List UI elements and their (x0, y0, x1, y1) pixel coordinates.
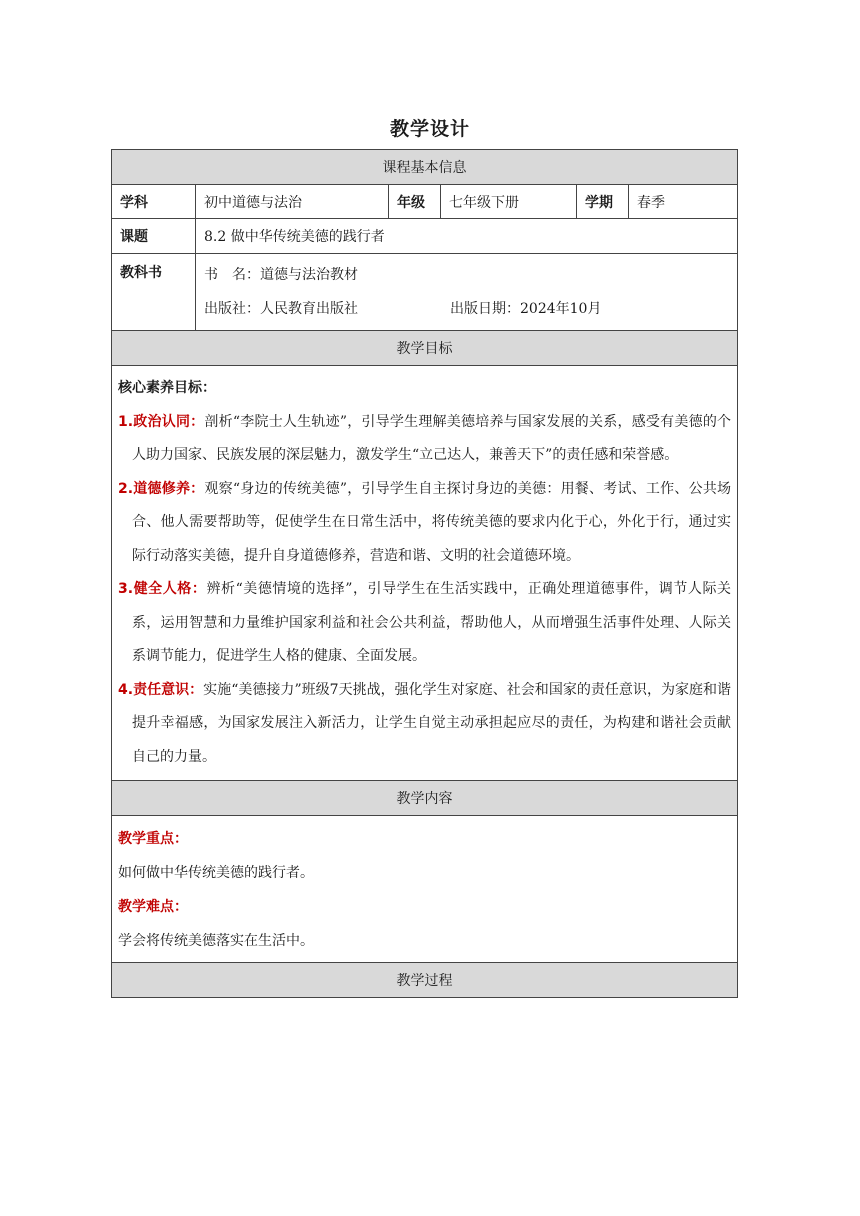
section-header-process: 教学过程 (112, 963, 738, 998)
grade-label: 年级 (389, 185, 441, 219)
subject-label: 学科 (112, 185, 196, 219)
goals-row (112, 366, 738, 781)
subject-row (112, 185, 738, 219)
goal-heading: 4.责任意识： (118, 681, 204, 698)
section-header-basic-info: 课程基本信息 (112, 150, 738, 185)
grade-value: 七年级下册 (441, 185, 577, 219)
term-value: 春季 (629, 185, 738, 219)
goals-header-row (112, 331, 738, 366)
textbook-info (196, 254, 738, 331)
key-point-title: 教学重点： (118, 831, 188, 847)
term-label: 学期 (577, 185, 629, 219)
basic-info-header-row (112, 150, 738, 185)
goal-item (118, 573, 731, 674)
publish-date: 出版日期：2024年10月 (450, 301, 602, 317)
core-literacy-title: 核心素养目标： (118, 380, 216, 396)
section-header-goals: 教学目标 (112, 331, 738, 366)
topic-label: 课题 (112, 219, 196, 254)
content-header-row (112, 781, 738, 816)
goals-cell (112, 366, 738, 781)
section-header-content: 教学内容 (112, 781, 738, 816)
topic-row (112, 219, 738, 254)
difficulty-title: 教学难点： (118, 899, 188, 915)
publisher: 出版社：人民教育出版社 (204, 301, 358, 317)
topic-value: 8.2 做中华传统美德的践行者 (196, 219, 738, 254)
process-header-row (112, 963, 738, 998)
textbook-row (112, 254, 738, 331)
content-cell (112, 816, 738, 963)
goal-heading: 2.道德修养： (118, 480, 205, 497)
lesson-plan-table (111, 149, 738, 998)
key-point-text: 如何做中华传统美德的践行者。 (118, 865, 314, 881)
goal-item (118, 473, 731, 574)
subject-value: 初中道德与法治 (196, 185, 389, 219)
textbook-label: 教科书 (112, 254, 196, 331)
document-title: 教学设计 (389, 118, 470, 140)
goal-text: 辨析“美德情境的选择”，引导学生在生活实践中，正确处理道德事件，调节人际关系，运用智慧和力量维护国家利益和社会公共利益，帮助他人，从而增强生活事件处理、人际关系调节能力，促进学生人格的健康、全面发展。 (132, 581, 732, 664)
goal-text: 观察“身边的传统美德”，引导学生自主探讨身边的美德：用餐、考试、工作、公共场合、他人需要帮助等，促使学生在日常生活中，将传统美德的要求内化于心，外化于行，通过实际行动落实美德，提升自身道德修养，营造和谐、文明的社会道德环境。 (132, 480, 732, 564)
goal-text: 剖析“李院士人生轨迹”，引导学生理解美德培养与国家发展的关系，感受有美德的个人助力国家、民族发展的深层魅力，激发学生“立己达人，兼善天下”的责任感和荣誉感。 (132, 413, 732, 463)
goal-item (118, 674, 731, 775)
content-row (112, 816, 738, 963)
difficulty-text: 学会将传统美德落实在生活中。 (118, 933, 314, 949)
goal-heading: 3.健全人格： (118, 581, 207, 597)
goal-text: 实施“美德接力”班级7天挑战，强化学生对家庭、社会和国家的责任意识，为家庭和谐提升幸福感，为国家发展注入新活力，让学生自觉主动承担起应尽的责任，为构建和谐社会贡献自己的力量。 (132, 681, 732, 765)
goal-heading: 1.政治认同： (118, 413, 205, 430)
goal-item (118, 406, 731, 473)
publisher-line (204, 292, 729, 326)
book-name: 书 名：道德与法治教材 (204, 267, 358, 283)
